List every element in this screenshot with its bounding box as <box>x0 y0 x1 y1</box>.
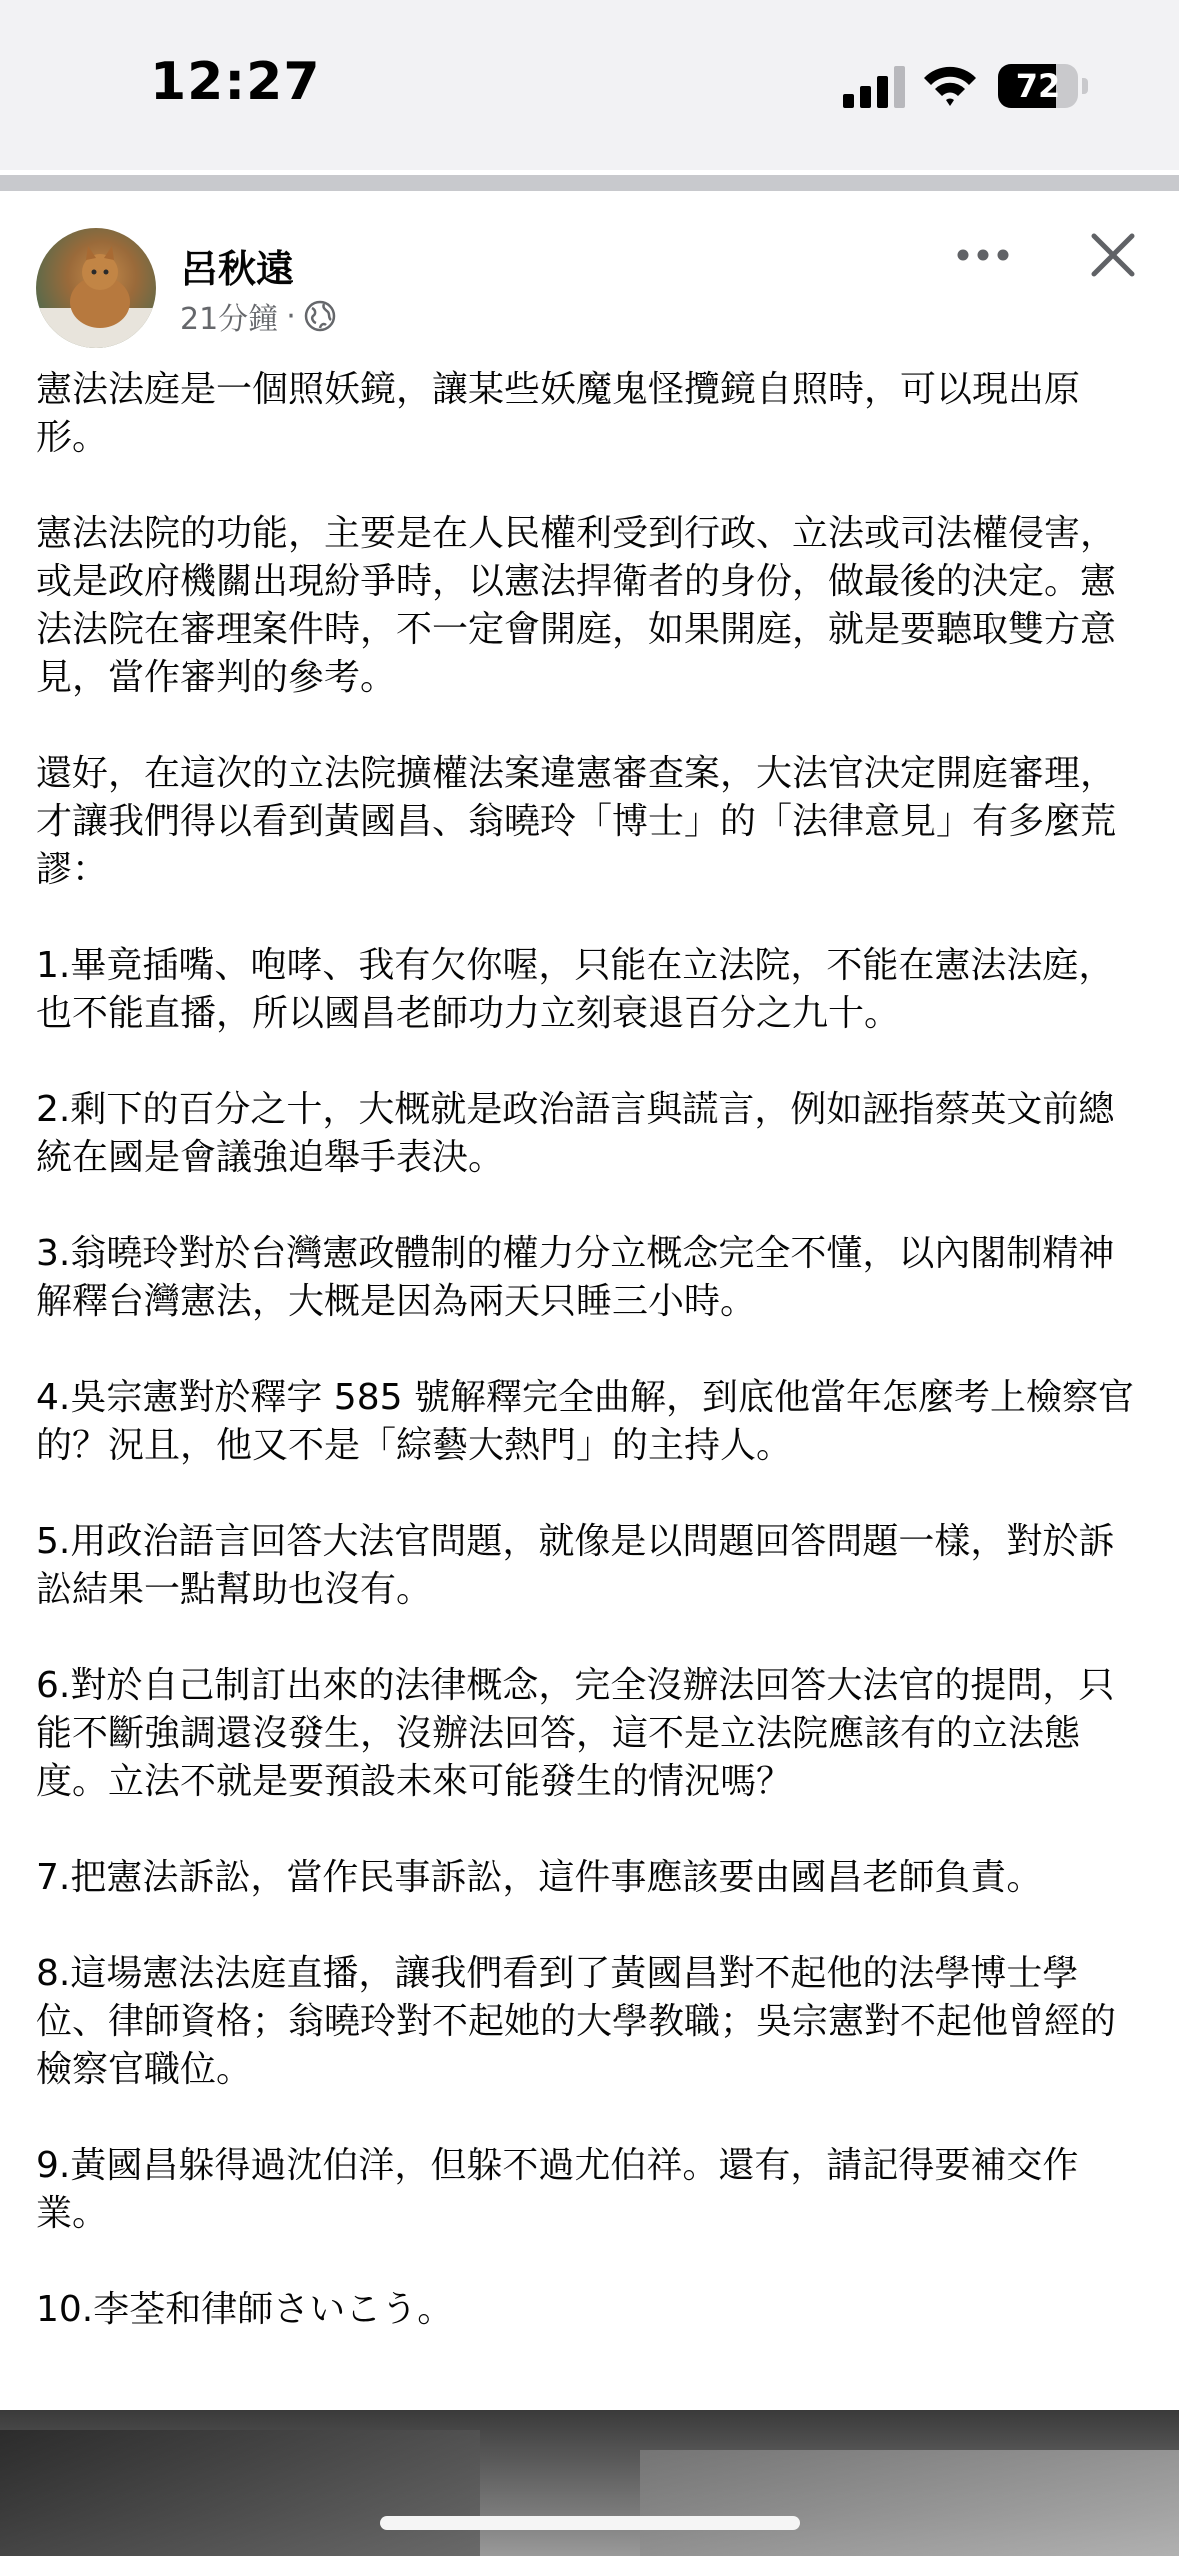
post-paragraph-point-10: 10.李荃和律師さいこう。 <box>36 2289 454 2330</box>
post-body <box>36 366 1146 2382</box>
wifi-icon <box>922 62 978 108</box>
post-paragraph-point-2: 2.剩下的百分之十，大概就是政治語言與謊言，例如誣指蔡英文前總統在國是會議強迫舉手表決。 <box>36 1089 1115 1178</box>
battery-level: 72 <box>1015 67 1061 105</box>
post-paragraph-point-5: 5.用政治語言回答大法官問題，就像是以問題回答問題一樣，對於訴訟結果一點幫助也沒有。 <box>36 1521 1115 1610</box>
author-name[interactable]: 呂秋遠 <box>180 247 295 291</box>
battery-tip <box>1082 78 1088 94</box>
post-paragraph-point-6: 6.對於自己制訂出來的法律概念，完全沒辦法回答大法官的提問，只能不斷強調還沒發生，沒辦法回答，這不是立法院應該有的立法態度。立法不就是要預設未來可能發生的情況嗎？ <box>36 1665 1115 1802</box>
avatar[interactable] <box>36 228 156 348</box>
post-image-shade-left <box>0 2430 480 2556</box>
more-icon[interactable] <box>955 240 1011 270</box>
globe-icon <box>304 300 336 332</box>
post-paragraph-hearing: 還好，在這次的立法院擴權法案違憲審查案，大法官決定開庭審理，才讓我們得以看到黃國昌、翁曉玲「博士」的「法律意見」有多麼荒謬： <box>36 753 1117 890</box>
status-bar <box>0 0 1179 170</box>
post-image-shade-right <box>640 2450 1179 2556</box>
battery-body <box>998 64 1078 108</box>
post-paragraph-point-8: 8.這場憲法法庭直播，讓我們看到了黃國昌對不起他的法學博士學位、律師資格；翁曉玲對不起她的大學教職；吳宗憲對不起他曾經的檢察官職位。 <box>36 1953 1117 2090</box>
post-time[interactable]: 21分鐘 <box>180 302 279 337</box>
post-paragraph-point-3: 3.翁曉玲對於台灣憲政體制的權力分立概念完全不懂，以內閣制精神解釋台灣憲法，大概是因為兩天只睡三小時。 <box>36 1233 1115 1322</box>
avatar-cat-image <box>36 228 156 348</box>
post-meta <box>180 296 336 336</box>
separator-band <box>0 175 1179 191</box>
post-paragraph-intro: 憲法法庭是一個照妖鏡，讓某些妖魔鬼怪攬鏡自照時，可以現出原形。 <box>36 369 1081 458</box>
post-paragraph-point-1: 1.畢竟插嘴、咆哮、我有欠你喔，只能在立法院，不能在憲法法庭，也不能直播，所以國昌老師功力立刻衰退百分之九十。 <box>36 945 1115 1034</box>
close-icon[interactable] <box>1088 230 1138 280</box>
post-image[interactable] <box>0 2410 1179 2556</box>
battery-icon <box>998 64 1088 108</box>
post-paragraph-court-function: 憲法法院的功能，主要是在人民權利受到行政、立法或司法權侵害，或是政府機關出現紛爭時，以憲法捍衛者的身份，做最後的決定。憲法法院在審理案件時，不一定會開庭，如果開庭，就是要聽取雙方意見，當作審判的參考。 <box>36 513 1117 698</box>
post-paragraph-point-9: 9.黃國昌躲得過沈伯洋，但躲不過尤伯祥。還有，請記得要補交作業。 <box>36 2145 1079 2234</box>
signal-icon <box>843 66 905 108</box>
meta-separator: · <box>286 298 296 334</box>
post-paragraph-point-7: 7.把憲法訴訟，當作民事訴訟，這件事應該要由國昌老師負責。 <box>36 1857 1043 1898</box>
post-paragraph-point-4: 4.吳宗憲對於釋字 585 號解釋完全曲解，到底他當年怎麼考上檢察官的？況且，他又不是「綜藝大熱門」的主持人。 <box>36 1377 1134 1466</box>
status-time: 12:27 <box>150 52 321 112</box>
home-indicator[interactable] <box>380 2516 800 2530</box>
